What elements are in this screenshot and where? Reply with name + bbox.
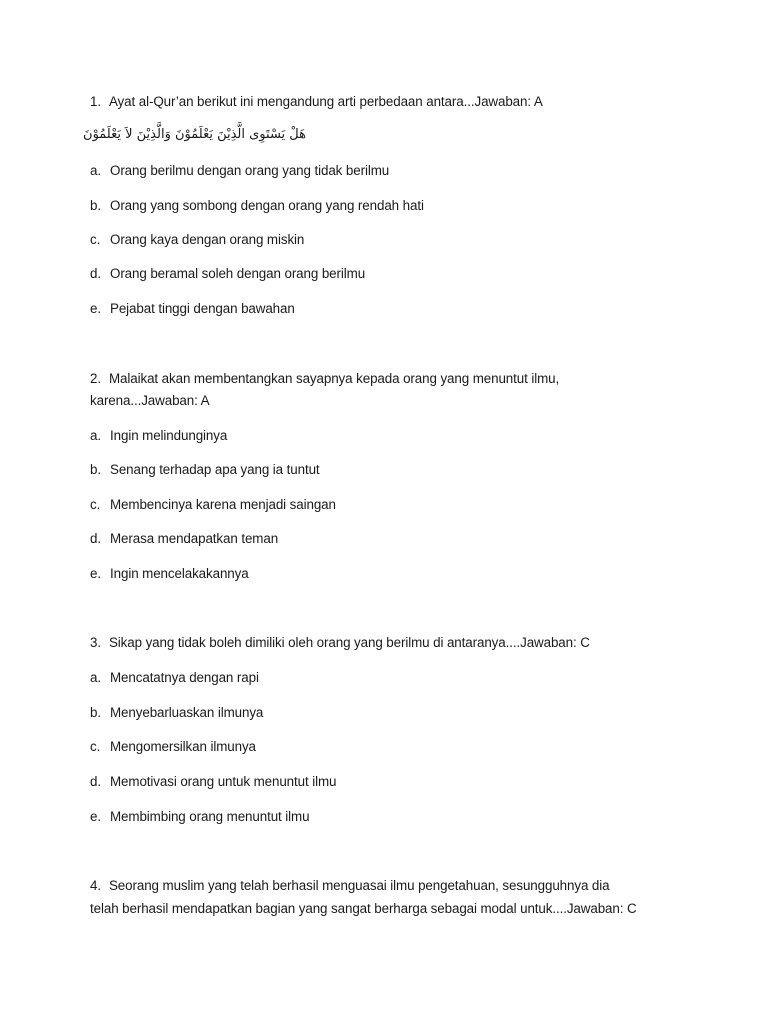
option-letter: a. xyxy=(90,428,101,443)
option-letter: d. xyxy=(90,266,101,281)
question-text-line-1: Malaikat akan membentangkan sayapnya kepada orang yang menuntut ilmu, xyxy=(108,371,560,386)
option-c xyxy=(90,737,690,757)
option-e xyxy=(90,807,690,827)
option-letter: a. xyxy=(90,163,101,178)
option-e xyxy=(90,299,690,319)
option-d xyxy=(90,529,690,549)
question-text: Ayat al-Qur’an berikut ini mengandung arti perbedaan antara...Jawaban: A xyxy=(108,94,543,109)
option-a xyxy=(90,161,690,181)
option-text: Ingin melindunginya xyxy=(110,428,228,443)
option-text: Merasa mendapatkan teman xyxy=(110,531,279,546)
option-text: Orang beramal soleh dengan orang berilmu xyxy=(110,266,366,281)
question-4-continued xyxy=(90,899,690,919)
option-text: Pejabat tinggi dengan bawahan xyxy=(110,301,295,316)
option-letter: c. xyxy=(90,232,101,247)
option-c xyxy=(90,230,690,250)
question-number: 2. xyxy=(90,371,101,386)
question-text-line-1: Seorang muslim yang telah berhasil menguasai ilmu pengetahuan, sesungguhnya dia xyxy=(108,878,610,893)
option-d xyxy=(90,264,690,284)
question-2-continued xyxy=(90,391,690,411)
option-letter: b. xyxy=(90,462,101,477)
question-text-line-2: karena...Jawaban: A xyxy=(90,393,210,408)
question-4 xyxy=(90,876,690,896)
option-letter: e. xyxy=(90,566,101,581)
option-letter: d. xyxy=(90,774,101,789)
option-letter: c. xyxy=(90,497,101,512)
option-b xyxy=(90,703,690,723)
option-letter: b. xyxy=(90,198,101,213)
question-2 xyxy=(90,369,690,389)
option-text: Orang yang sombong dengan orang yang rendah hati xyxy=(110,198,424,213)
option-text: Mencatatnya dengan rapi xyxy=(110,670,259,685)
option-text: Memotivasi orang untuk menuntut ilmu xyxy=(110,774,337,789)
option-a xyxy=(90,426,690,446)
option-text: Senang terhadap apa yang ia tuntut xyxy=(110,462,320,477)
arabic-verse: هَلْ يَسْتَوِى الَّذِيْنَ يَعْلَمُوْنَ وَالَّذِيْنَ لاَ يَعْلَمُوْنَ xyxy=(83,127,306,142)
option-letter: c. xyxy=(90,739,101,754)
option-letter: a. xyxy=(90,670,101,685)
option-letter: e. xyxy=(90,301,101,316)
option-text: Menyebarluaskan ilmunya xyxy=(110,705,264,720)
question-text-line-2: telah berhasil mendapatkan bagian yang sangat berharga sebagai modal untuk....Jawaban: C xyxy=(90,901,637,916)
option-letter: e. xyxy=(90,809,101,824)
option-text: Orang berilmu dengan orang yang tidak berilmu xyxy=(110,163,390,178)
option-text: Membimbing orang menuntut ilmu xyxy=(110,809,310,824)
option-e xyxy=(90,564,690,584)
option-b xyxy=(90,460,690,480)
option-d xyxy=(90,772,690,792)
option-a xyxy=(90,668,690,688)
question-1 xyxy=(90,92,690,112)
question-number: 4. xyxy=(90,878,101,893)
question-number: 3. xyxy=(90,635,101,650)
question-3 xyxy=(90,633,690,653)
question-number: 1. xyxy=(90,94,101,109)
option-letter: b. xyxy=(90,705,101,720)
option-letter: d. xyxy=(90,531,101,546)
option-text: Mengomersilkan ilmunya xyxy=(110,739,256,754)
option-text: Ingin mencelakakannya xyxy=(110,566,249,581)
option-b xyxy=(90,196,690,216)
option-text: Membencinya karena menjadi saingan xyxy=(110,497,336,512)
question-text: Sikap yang tidak boleh dimiliki oleh orang yang berilmu di antaranya....Jawaban: C xyxy=(108,635,590,650)
option-c xyxy=(90,495,690,515)
option-text: Orang kaya dengan orang miskin xyxy=(110,232,305,247)
